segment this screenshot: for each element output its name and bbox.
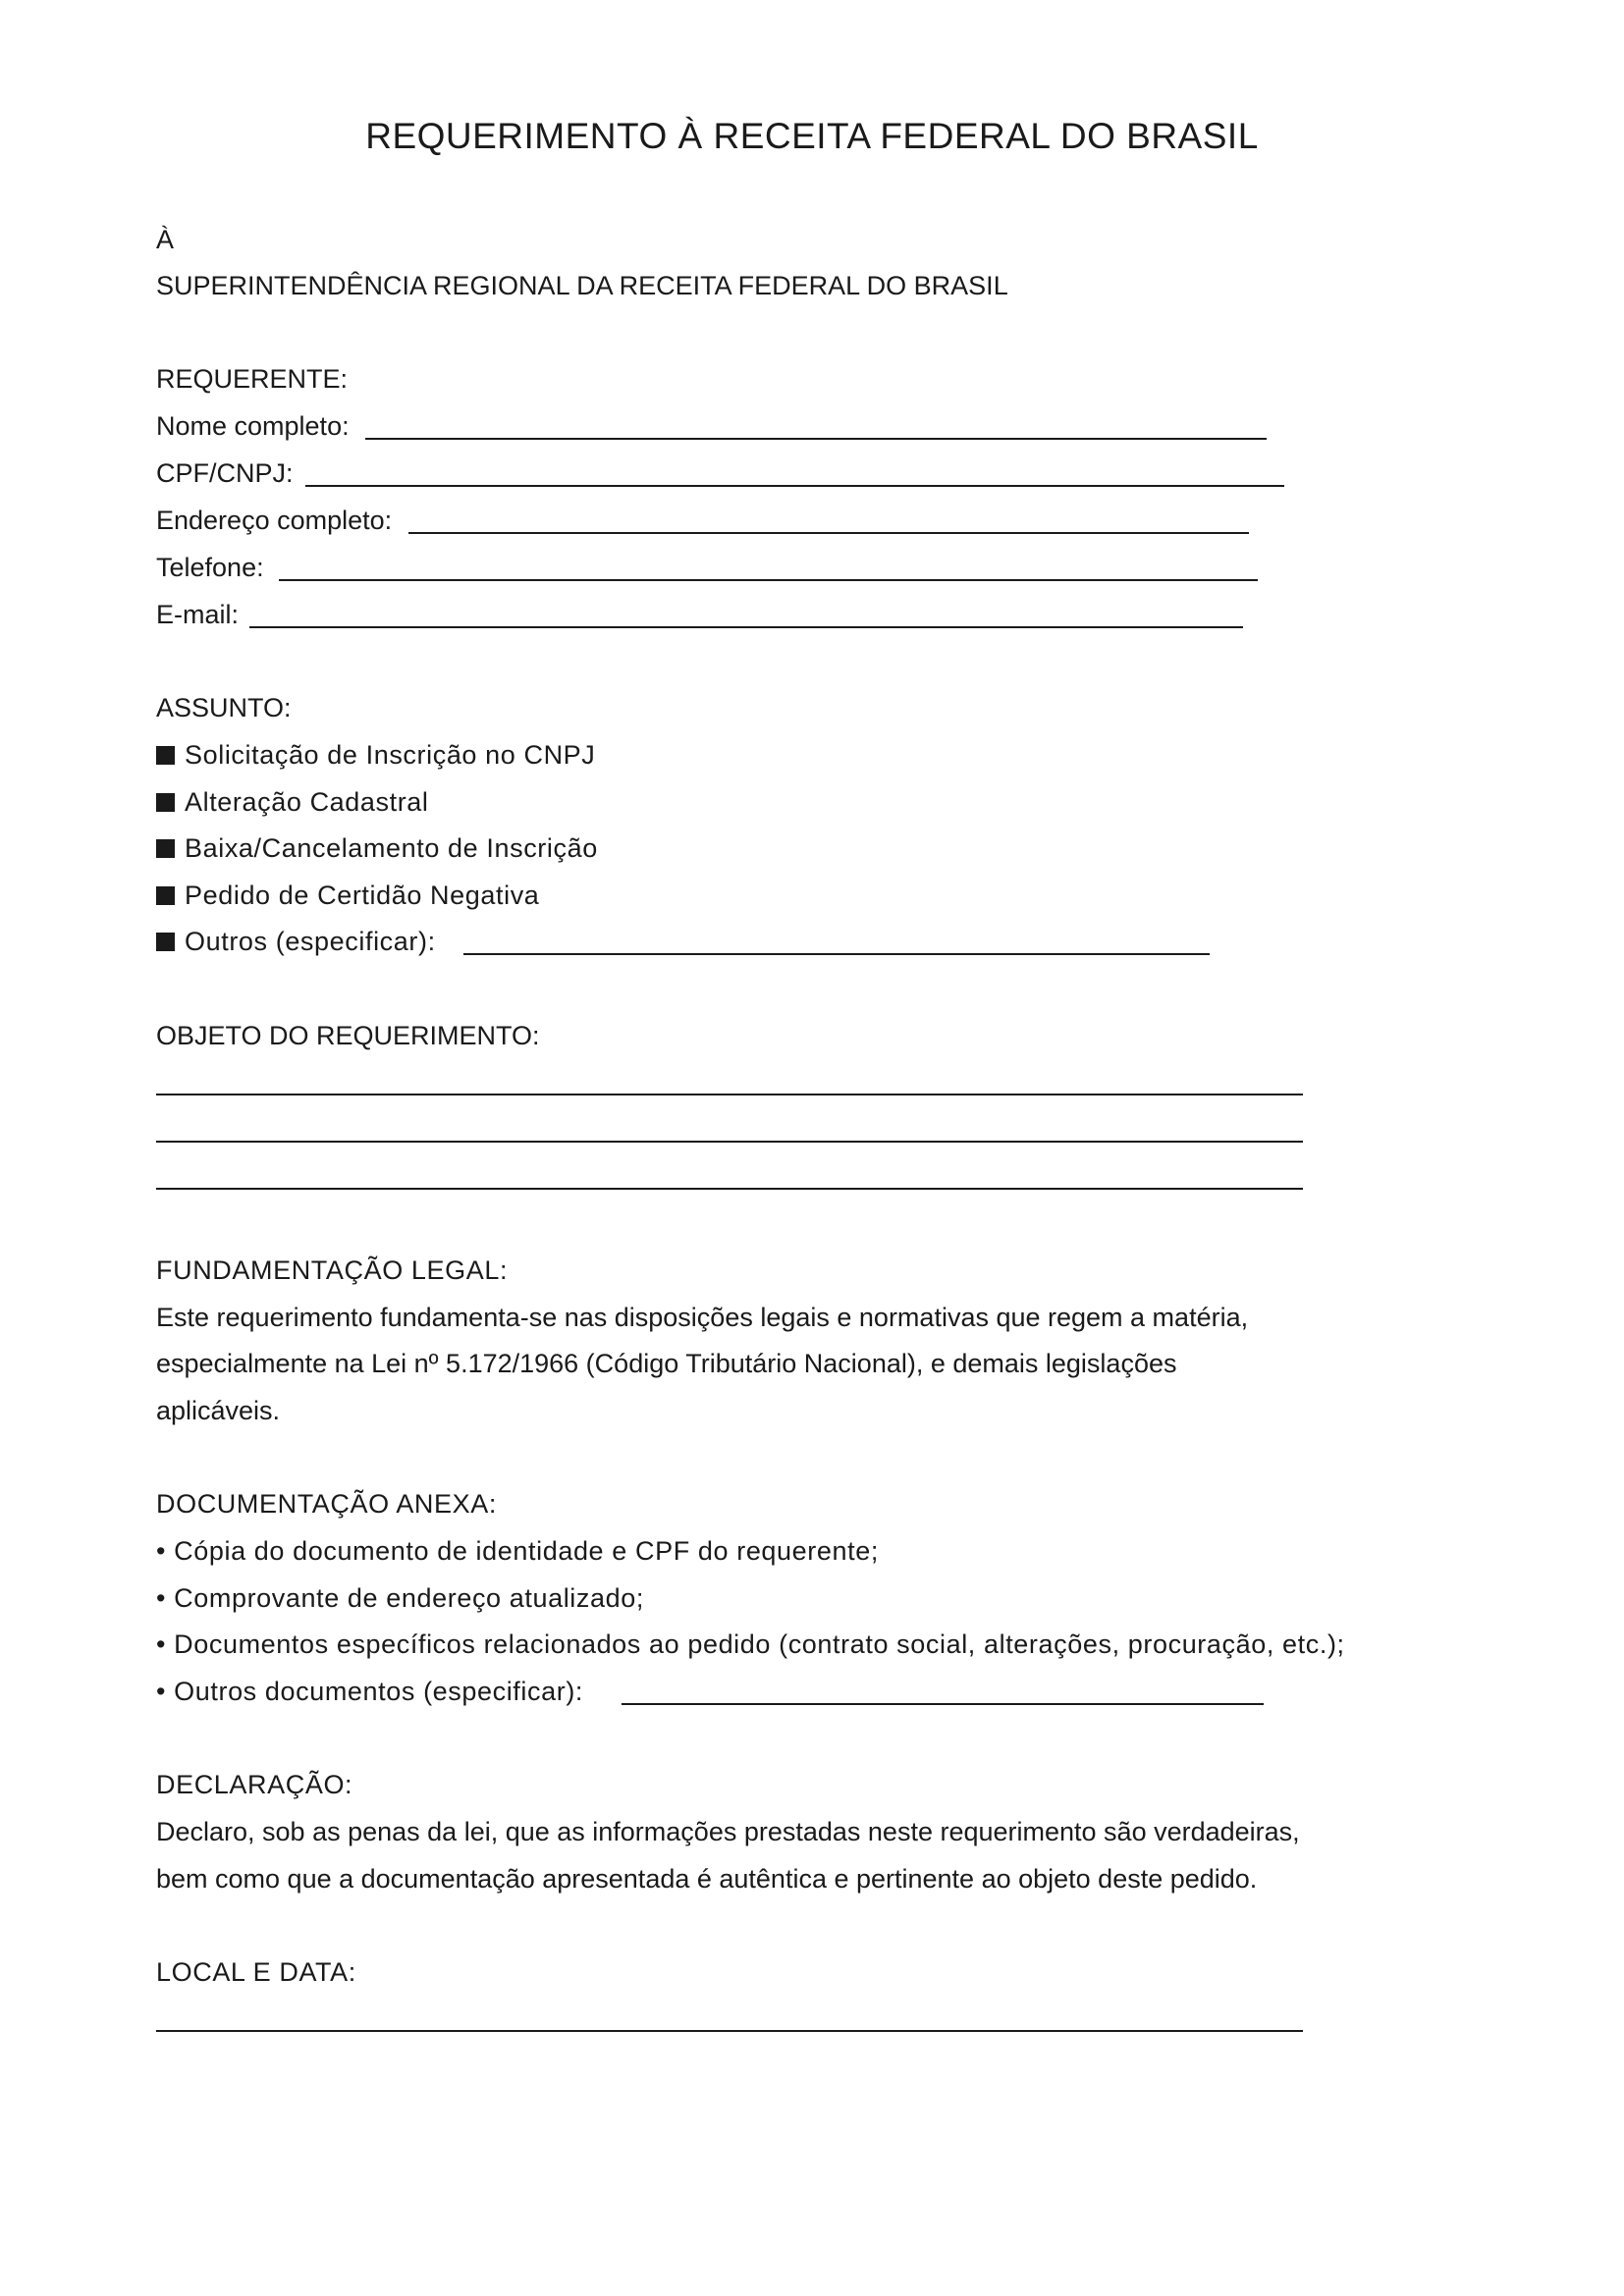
fundamentacao-heading: FUNDAMENTAÇÃO LEGAL: [156, 1255, 509, 1285]
local-data-input-line[interactable] [156, 2030, 1303, 2032]
field-cpf-label: CPF/CNPJ: [156, 458, 294, 488]
field-nome-input-line[interactable] [365, 438, 1267, 440]
fundamentacao-text: aplicáveis. [156, 1396, 281, 1425]
documentacao-item: • Documentos específicos relacionados ao pedido (contrato social, alterações, procuração, etc.); [156, 1629, 1345, 1659]
documentacao-outros-input-line[interactable] [622, 1703, 1264, 1705]
field-endereco [156, 504, 392, 537]
objeto-heading: OBJETO DO REQUERIMENTO: [156, 1021, 540, 1050]
assunto-option[interactable] [156, 785, 429, 819]
field-nome-label: Nome completo: [156, 411, 350, 441]
objeto-input-line[interactable] [156, 1188, 1303, 1190]
checkbox-icon[interactable] [156, 746, 175, 765]
documentacao-item: • Comprovante de endereço atualizado; [156, 1583, 644, 1613]
field-email-input-line[interactable] [249, 626, 1243, 628]
fundamentacao-text: especialmente na Lei nº 5.172/1966 (Código Tributário Nacional), e demais legislações [156, 1349, 1177, 1378]
documentacao-heading: DOCUMENTAÇÃO ANEXA: [156, 1489, 497, 1519]
document-title: REQUERIMENTO À RECEITA FEDERAL DO BRASIL [365, 116, 1259, 156]
declaracao-text: bem como que a documentação apresentada é autêntica e pertinente ao objeto deste pedido. [156, 1864, 1258, 1894]
assunto-option[interactable] [156, 831, 598, 865]
field-telefone-input-line[interactable] [279, 579, 1258, 581]
declaracao-text: Declaro, sob as penas da lei, que as informações prestadas neste requerimento são verdadeiras, [156, 1817, 1300, 1846]
documentacao-item: • Outros documentos (especificar): [156, 1677, 584, 1706]
field-cpf [156, 456, 294, 490]
assunto-option-label: Pedido de Certidão Negativa [185, 881, 540, 910]
field-nome [156, 409, 350, 443]
assunto-option-label: Solicitação de Inscrição no CNPJ [185, 740, 596, 770]
checkbox-icon[interactable] [156, 886, 175, 905]
assunto-option[interactable] [156, 879, 539, 912]
field-cpf-input-line[interactable] [305, 485, 1284, 487]
field-email-label: E-mail: [156, 600, 240, 629]
assunto-option[interactable] [156, 925, 436, 958]
recipient-prefix: À [156, 225, 175, 254]
objeto-input-line[interactable] [156, 1094, 1303, 1095]
documentacao-item: • Cópia do documento de identidade e CPF do requerente; [156, 1536, 879, 1566]
assunto-option-label: Baixa/Cancelamento de Inscrição [185, 833, 598, 863]
declaracao-heading: DECLARAÇÃO: [156, 1770, 353, 1799]
field-endereco-input-line[interactable] [408, 532, 1249, 534]
field-email [156, 598, 239, 631]
assunto-option-label: Outros (especificar): [185, 927, 436, 956]
objeto-input-line[interactable] [156, 1141, 1303, 1143]
assunto-heading: ASSUNTO: [156, 693, 292, 722]
checkbox-icon[interactable] [156, 933, 175, 951]
checkbox-icon[interactable] [156, 839, 175, 858]
field-telefone [156, 551, 264, 584]
assunto-outros-input-line[interactable] [463, 953, 1210, 955]
field-endereco-label: Endereço completo: [156, 506, 393, 535]
checkbox-icon[interactable] [156, 793, 175, 812]
field-telefone-label: Telefone: [156, 553, 264, 582]
assunto-option-label: Alteração Cadastral [185, 787, 429, 817]
assunto-option[interactable] [156, 738, 595, 772]
fundamentacao-text: Este requerimento fundamenta-se nas disposições legais e normativas que regem a matéria, [156, 1303, 1249, 1332]
requerente-heading: REQUERENTE: [156, 364, 349, 394]
recipient: SUPERINTENDÊNCIA REGIONAL DA RECEITA FEDERAL DO BRASIL [156, 271, 1008, 300]
local-data-heading: LOCAL E DATA: [156, 1957, 356, 1987]
